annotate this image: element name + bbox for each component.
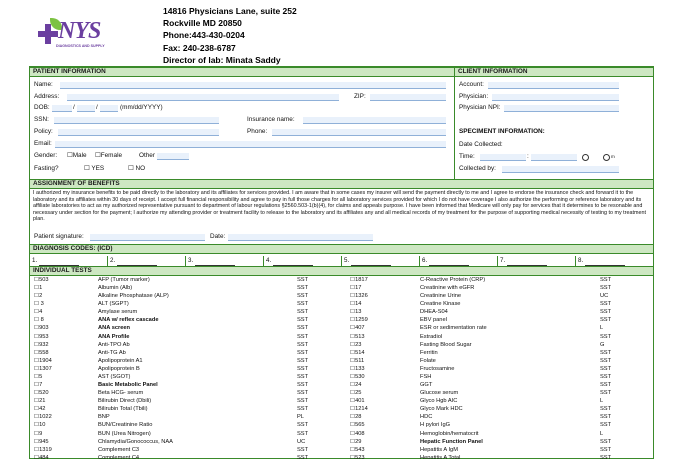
test-row <box>30 381 653 389</box>
test-row <box>30 430 653 438</box>
test-name: Basic Metabolic Panel <box>98 382 158 389</box>
tube-type: SST <box>600 365 612 372</box>
test-name: Glucose serum <box>420 390 459 397</box>
test-checkbox[interactable]: ☐17 <box>350 285 362 292</box>
tube-type: SST <box>297 398 309 405</box>
patient-phone-field[interactable] <box>272 129 446 136</box>
tube-type: SST <box>600 422 612 429</box>
test-checkbox[interactable]: ☐1259 <box>350 317 368 324</box>
diagnosis-slot[interactable]: 6. <box>420 256 498 266</box>
tube-type: SST <box>600 446 612 453</box>
specimen-info-title: SPECIMENT INFORMATION: <box>459 128 545 135</box>
physician-label: Physician: <box>459 93 489 100</box>
tube-type: SST <box>600 309 612 316</box>
address-line1: 14816 Physicians Lane, suite 252 <box>163 6 297 16</box>
tube-type: SST <box>297 277 309 283</box>
tube-type: SST <box>297 293 309 300</box>
tube-type: SST <box>600 333 612 340</box>
test-name: GGT <box>420 382 433 389</box>
name-field[interactable] <box>60 82 446 89</box>
test-checkbox[interactable]: ☐1 <box>34 285 43 292</box>
diagnosis-header: DIAGNOSIS CODES: (ICD) <box>30 244 653 254</box>
test-name: ANA w/ reflex cascade <box>98 317 159 324</box>
zip-label: ZIP: <box>354 93 366 100</box>
email-label: Email: <box>34 140 52 147</box>
tube-type: SST <box>600 454 612 459</box>
tube-type: SST <box>600 285 612 292</box>
test-row <box>30 413 653 421</box>
test-name: Bilirubin Direct (Dbili) <box>98 398 152 405</box>
test-name: Creatine Kinase <box>420 301 461 308</box>
test-name: Hepatitis A Total <box>420 454 461 459</box>
signature-date-label: Date: <box>210 233 226 240</box>
tube-type: SST <box>297 373 309 380</box>
tube-type: L <box>600 398 604 405</box>
test-name: Anti-TPO Ab <box>98 341 130 348</box>
test-checkbox[interactable]: ☐945 <box>34 438 49 445</box>
ssn-field[interactable] <box>54 117 219 124</box>
tube-type: SST <box>600 438 612 445</box>
test-row <box>30 357 653 365</box>
test-name: Hepatitis A IgM <box>420 446 458 453</box>
patient-signature-field[interactable] <box>90 234 205 241</box>
test-name: Apolipoprotein B <box>98 365 140 372</box>
signature-date-field[interactable] <box>228 234 373 241</box>
test-name: Amylase serum <box>98 309 138 316</box>
tube-type: SST <box>297 422 309 429</box>
tube-type: SST <box>297 301 309 308</box>
test-name: HDC <box>420 414 433 421</box>
gender-other-field[interactable] <box>157 153 189 160</box>
pm-label: m <box>611 154 615 159</box>
fasting-no-checkbox[interactable]: ☐ NO <box>128 165 146 172</box>
test-checkbox[interactable]: ☐14 <box>350 301 362 308</box>
test-checkbox[interactable]: ☐29 <box>350 438 362 445</box>
test-row <box>30 333 653 341</box>
test-row <box>30 316 653 324</box>
test-checkbox[interactable]: ☐1319 <box>34 446 52 453</box>
test-name: Ferritin <box>420 349 438 356</box>
tube-type: SST <box>297 446 309 453</box>
test-name: Albumin (Alb) <box>98 285 133 292</box>
test-row <box>30 349 653 357</box>
test-checkbox[interactable]: ☐133 <box>350 365 365 372</box>
fasting-label: Fasting? <box>34 165 59 172</box>
diagnosis-slot[interactable]: 1. <box>30 256 108 266</box>
tube-type: SST <box>600 357 612 364</box>
test-checkbox[interactable]: ☐520 <box>34 390 49 397</box>
tube-type: UC <box>297 438 306 445</box>
diagnosis-slot[interactable]: 7. <box>498 256 576 266</box>
test-checkbox[interactable]: ☐9 <box>34 430 43 437</box>
tube-type: SST <box>600 406 612 413</box>
dob-day-field[interactable] <box>77 105 95 112</box>
ssn-label: SSN: <box>34 116 49 123</box>
header <box>0 0 680 66</box>
patient-signature-label: Patient signature: <box>34 233 84 240</box>
time-minute-field[interactable] <box>531 154 577 161</box>
tube-type: SST <box>297 333 309 340</box>
test-checkbox[interactable]: ☐558 <box>34 349 49 356</box>
tube-type: SST <box>600 373 612 380</box>
tube-type: SST <box>600 349 612 356</box>
requisition-form <box>29 66 654 459</box>
test-checkbox[interactable]: ☐28 <box>350 414 362 421</box>
test-name: ALT (SGPT) <box>98 301 129 308</box>
logo-text: NYS <box>58 18 101 44</box>
test-checkbox[interactable]: ☐1214 <box>350 406 368 413</box>
test-name: DHEA-S04 <box>420 309 448 316</box>
test-row <box>30 389 653 397</box>
physician-npi-label: Physician NPI: <box>459 104 501 111</box>
am-radio[interactable] <box>582 154 589 161</box>
test-name: Complement C3 <box>98 446 140 453</box>
test-name: Glyco Hgb AIC <box>420 398 458 405</box>
column-divider <box>454 67 455 179</box>
tube-type: UC <box>600 293 609 300</box>
test-checkbox[interactable]: ☐543 <box>350 446 365 453</box>
test-checkbox[interactable]: ☐1022 <box>34 414 52 421</box>
tube-type: SST <box>600 317 612 324</box>
test-name: Apolipoprotein A1 <box>98 357 143 364</box>
test-name: Creatinine Urine <box>420 293 462 300</box>
time-colon: : <box>527 153 529 160</box>
tube-type: PL <box>297 414 304 421</box>
test-checkbox[interactable]: ☐565 <box>350 422 365 429</box>
physician-npi-field[interactable] <box>504 105 619 112</box>
diagnosis-slot[interactable]: 3. <box>186 256 264 266</box>
test-name: Chlamydia/Gonococcus, NAA <box>98 438 173 445</box>
collected-by-label: Collected by: <box>459 165 496 172</box>
test-name: C-Reactive Protein (CRP) <box>420 277 486 283</box>
test-checkbox[interactable]: ☐513 <box>350 333 365 340</box>
time-hour-field[interactable] <box>480 154 526 161</box>
insurance-name-label: Insurance name: <box>247 116 295 123</box>
address-field[interactable] <box>67 94 339 101</box>
lab-phone: Phone:443-430-0204 <box>163 30 245 41</box>
test-checkbox[interactable]: ☐484 <box>34 454 49 459</box>
test-checkbox[interactable]: ☐4 <box>34 309 43 316</box>
dob-separator-1: / <box>73 104 75 111</box>
tube-type: SST <box>297 365 309 372</box>
lab-fax: Fax: 240-238-6787 <box>163 42 236 53</box>
tube-type: SST <box>600 414 612 421</box>
test-name: Glyco Mark HDC <box>420 406 463 413</box>
test-name: Folate <box>420 357 436 364</box>
diagnosis-slot[interactable]: 2. <box>108 256 186 266</box>
tube-type: SST <box>297 406 309 413</box>
tube-type: SST <box>297 430 309 437</box>
test-name: Bilirubin Total (Tbili) <box>98 406 148 413</box>
address-line2: Rockville MD 20850 <box>163 18 242 29</box>
benefits-text: I authorized my insurance benefits to be paid directly to the laboratory and its affiliates for services provided. I am aware that in some cases my insurer will send the payment directly to me and I agree to endorse the insurance check and forward it to the laboratory and its affiliates within 30 days of receipt. I accept full financial responsibility and agree to pay in full those charges for all laboratory services provided for which I do not have coverage I also authorize the performing or reference laboratory and its affiliate laboratories to act as my authorized representative pursuant to department of labour regulations §2560.503-1(b)(4), for claims and appeals purpose. I have been informed that Medicare will only pay for services that it determines to be resonable and necessary under section for the payment; I authorize my attending provider or treatment facility to release to the laboratory and its affiliates any and all medical records of my treatment for the purpose of supporting medical necessity of testing to my treatment plan. <box>33 190 646 223</box>
test-row <box>30 324 653 332</box>
test-row <box>30 284 653 292</box>
test-name: Complement C4 <box>98 454 140 459</box>
test-name: EBV panel <box>420 317 447 324</box>
email-field[interactable] <box>55 141 446 148</box>
lab-logo <box>36 18 106 52</box>
test-checkbox[interactable]: ☐1904 <box>34 357 52 364</box>
patient-phone-label: Phone: <box>247 128 268 135</box>
tube-type: SST <box>600 390 612 397</box>
tube-type: SST <box>297 317 309 324</box>
test-checkbox[interactable]: ☐ 8 <box>34 317 44 324</box>
tube-type: L <box>600 430 604 437</box>
date-collected-label: Date Collected: <box>459 141 503 148</box>
test-checkbox[interactable]: ☐953 <box>34 333 49 340</box>
test-name: Hepatic Function Panel <box>420 438 483 445</box>
lab-director: Director of lab: Minata Saddy <box>163 54 281 65</box>
dob-month-field[interactable] <box>52 105 72 112</box>
test-name: Anti-TG Ab <box>98 349 126 356</box>
client-info-header: CLIENT INFORMATION <box>455 67 653 77</box>
benefits-header: ASSIGNMENT OF BENEFITS <box>30 179 653 189</box>
tube-type: SST <box>297 285 309 292</box>
test-checkbox[interactable]: ☐407 <box>350 325 365 332</box>
test-checkbox[interactable]: ☐24 <box>350 382 362 389</box>
test-row <box>30 292 653 300</box>
test-checkbox[interactable]: ☐21 <box>34 398 46 405</box>
test-name: BUN/Creatinine Ratio <box>98 422 153 429</box>
test-checkbox[interactable]: ☐408 <box>350 430 365 437</box>
test-checkbox[interactable]: ☐401 <box>350 398 365 405</box>
tube-type: SST <box>297 382 309 389</box>
tube-type: SST <box>297 454 309 459</box>
test-row <box>30 373 653 381</box>
name-label: Name: <box>34 81 53 88</box>
tube-type: SST <box>297 309 309 316</box>
gender-male-checkbox[interactable]: ☐Male <box>67 152 87 159</box>
tube-type: SST <box>600 301 612 308</box>
test-row <box>30 446 653 454</box>
test-name: AFP (Tumor marker) <box>98 277 150 283</box>
gender-label: Gender: <box>34 152 58 159</box>
test-checkbox[interactable]: ☐23 <box>350 341 362 348</box>
test-row <box>30 365 653 373</box>
dob-year-field[interactable] <box>100 105 118 112</box>
test-row <box>30 300 653 308</box>
policy-field[interactable] <box>58 129 219 136</box>
test-name: Beta HCG- serum <box>98 390 144 397</box>
diagnosis-slot[interactable]: 8. <box>576 256 653 266</box>
test-checkbox[interactable]: ☐2 <box>34 293 43 300</box>
insurance-name-field[interactable] <box>303 117 446 124</box>
tube-type: SST <box>297 390 309 397</box>
test-name: BNP <box>98 414 110 421</box>
account-label: Account: <box>459 81 484 88</box>
dob-separator-2: / <box>96 104 98 111</box>
test-checkbox[interactable]: ☐10 <box>34 422 46 429</box>
test-checkbox[interactable]: ☐530 <box>350 373 365 380</box>
test-row <box>30 438 653 446</box>
test-row <box>30 454 653 459</box>
policy-label: Policy: <box>34 128 53 135</box>
test-name: AST (SGOT) <box>98 373 131 380</box>
test-checkbox[interactable]: ☐ 3 <box>34 301 44 308</box>
test-checkbox[interactable]: ☐932 <box>34 341 49 348</box>
test-name: Fasting Blood Sugar <box>420 341 472 348</box>
fasting-yes-checkbox[interactable]: ☐ YES <box>84 165 105 172</box>
time-label: Time: <box>459 153 475 160</box>
test-name: H pylori IgG <box>420 422 451 429</box>
test-checkbox[interactable]: ☐13 <box>350 309 362 316</box>
diagnosis-slot[interactable]: 5. <box>342 256 420 266</box>
test-row <box>30 421 653 429</box>
gender-female-checkbox[interactable]: ☐Female <box>95 152 123 159</box>
collected-by-field[interactable] <box>502 166 619 173</box>
physician-field[interactable] <box>492 94 619 101</box>
pm-radio[interactable] <box>603 154 610 161</box>
account-field[interactable] <box>488 82 619 89</box>
test-row <box>30 276 653 284</box>
test-row <box>30 397 653 405</box>
gender-other-label: Other <box>139 152 155 159</box>
test-checkbox[interactable]: ☐1817 <box>350 277 368 283</box>
test-name: ESR or sedimentation rate <box>420 325 487 332</box>
test-checkbox[interactable]: ☐511 <box>350 357 365 364</box>
tube-type: SST <box>600 382 612 389</box>
test-checkbox[interactable]: ☐523 <box>350 454 365 459</box>
zip-field[interactable] <box>370 94 446 101</box>
test-name: ANA screen <box>98 325 131 332</box>
tube-type: SST <box>297 349 309 356</box>
test-checkbox[interactable]: ☐25 <box>350 390 362 397</box>
test-checkbox[interactable]: ☐7 <box>34 382 43 389</box>
tube-type: SST <box>297 341 309 348</box>
test-name: Alkaline Phosphatase (ALP) <box>98 293 169 300</box>
test-checkbox[interactable]: ☐1307 <box>34 365 52 372</box>
test-name: FSH <box>420 373 432 380</box>
test-checkbox[interactable]: ☐42 <box>34 406 46 413</box>
logo-tagline: DIAGNOSTICS AND SUPPLY <box>56 44 105 48</box>
test-name: Estradiol <box>420 333 443 340</box>
test-name: Fructosamine <box>420 365 455 372</box>
tests-header: INDIVIDUAL TESTS <box>30 266 653 276</box>
test-checkbox[interactable]: ☐1326 <box>350 293 368 300</box>
test-row <box>30 341 653 349</box>
tube-type: SST <box>600 277 612 283</box>
test-row <box>30 308 653 316</box>
tube-type: SST <box>297 357 309 364</box>
tube-type: G <box>600 341 605 348</box>
test-checkbox[interactable]: ☐503 <box>34 277 49 283</box>
test-name: ANA Profile <box>98 333 130 340</box>
tube-type: SST <box>297 325 309 332</box>
test-name: BUN (Urea Nitrogen) <box>98 430 151 437</box>
test-checkbox[interactable]: ☐903 <box>34 325 49 332</box>
lab-address-block <box>163 5 297 66</box>
test-name: Creatinine with eGFR <box>420 285 475 292</box>
test-checkbox[interactable]: ☐514 <box>350 349 365 356</box>
tube-type: L <box>600 325 604 332</box>
test-checkbox[interactable]: ☐5 <box>34 373 43 380</box>
dob-format-hint: (mm/dd/YYYY) <box>120 104 163 111</box>
address-label: Address: <box>34 93 60 100</box>
test-name: Hemoglobin/hematocrit <box>420 430 479 437</box>
patient-info-header: PATIENT INFORMATION <box>30 67 454 77</box>
test-row <box>30 405 653 413</box>
diagnosis-slot[interactable]: 4. <box>264 256 342 266</box>
dob-label: DOB: <box>34 104 50 111</box>
